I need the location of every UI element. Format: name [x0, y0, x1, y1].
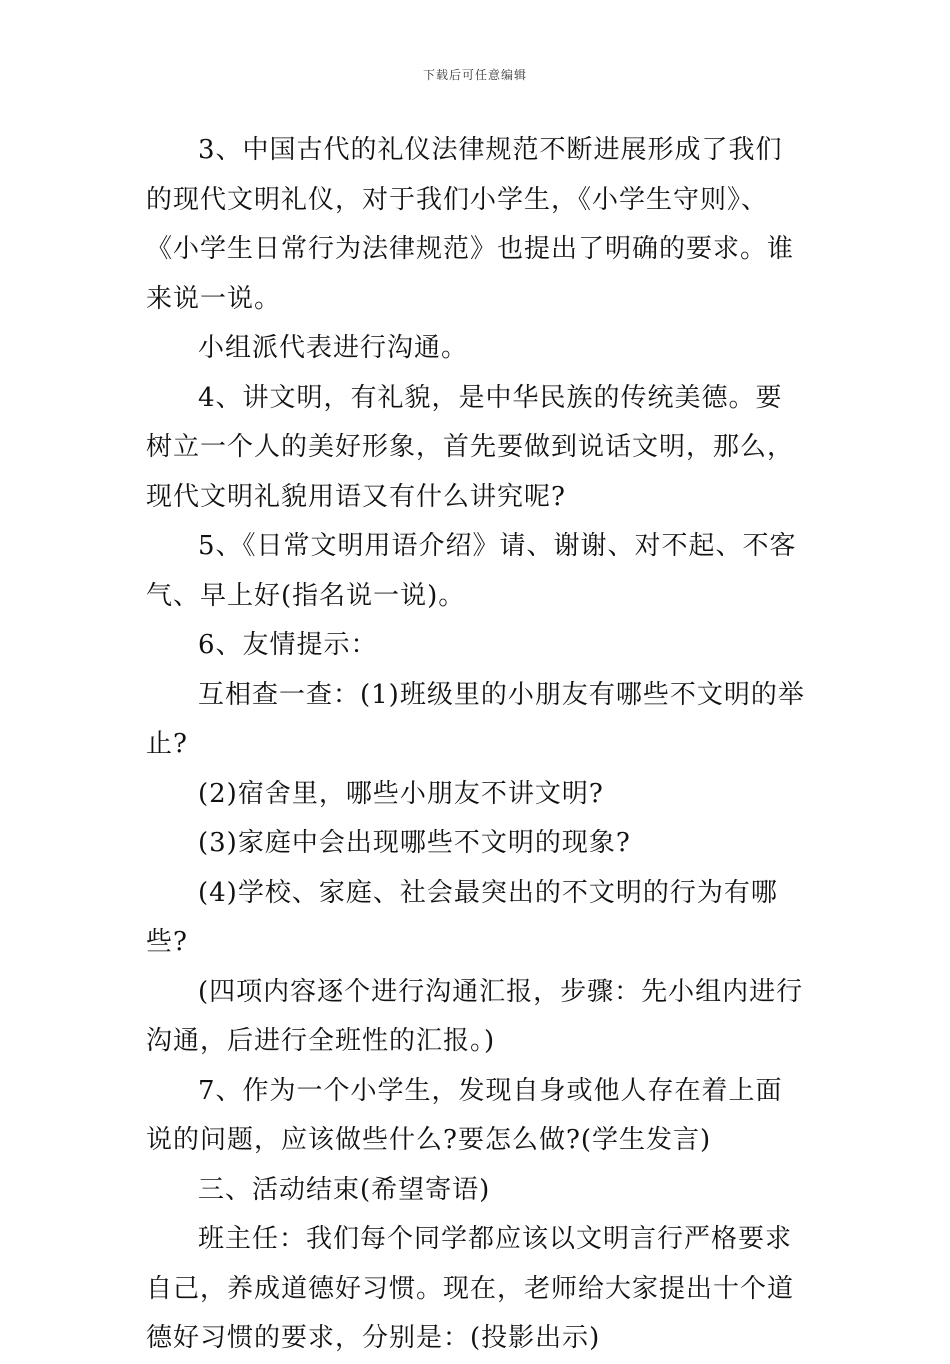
document-body — [146, 126, 806, 1364]
paragraph-report-steps: (四项内容逐个进行沟通汇报，步骤：先小组内进行沟通，后进行全班性的汇报。) — [146, 976, 804, 1056]
section-heading-activity-end: 三、活动结束(希望寄语) — [198, 1174, 491, 1205]
paragraph-check-3: (3)家庭中会出现哪些不文明的现象? — [198, 828, 631, 858]
paragraph-4: 4、讲文明，有礼貌，是中华民族的传统美德。要树立一个人的美好形象，首先要做到说话文明，那么，现代文明礼貌用语又有什么讲究呢? — [146, 382, 795, 512]
paragraph-3: 3、中国古代的礼仪法律规范不断进展形成了我们的现代文明礼仪，对于我们小学生，《小学生守则》、《小学生日常行为法律规范》也提出了明确的要求。谁来说一说。 — [146, 135, 795, 314]
page-header-note: 下载后可任意编辑 — [422, 68, 527, 82]
paragraph-5: 5、《日常文明用语介绍》请、谢谢、对不起、不客气、早上好(指名说一说)。 — [146, 531, 797, 611]
paragraph-teacher-message: 班主任：我们每个同学都应该以文明言行严格要求自己，养成道德好习惯。现在，老师给大家提出十个道德好习惯的要求，分别是：(投影出示) — [146, 1224, 795, 1353]
paragraph-check-1: 互相查一查：(1)班级里的小朋友有哪些不文明的举止? — [146, 679, 805, 759]
paragraph-7: 7、作为一个小学生，发现自身或他人存在着上面说的问题，应该做些什么?要怎么做?(学生发言) — [146, 1075, 783, 1155]
paragraph-6: 6、友情提示： — [198, 630, 378, 660]
paragraph-group-discussion: 小组派代表进行沟通。 — [198, 333, 469, 363]
paragraph-check-4: (4)学校、家庭、社会最突出的不文明的行为有哪些? — [146, 877, 778, 957]
paragraph-check-2: (2)宿舍里，哪些小朋友不讲文明? — [198, 778, 604, 809]
